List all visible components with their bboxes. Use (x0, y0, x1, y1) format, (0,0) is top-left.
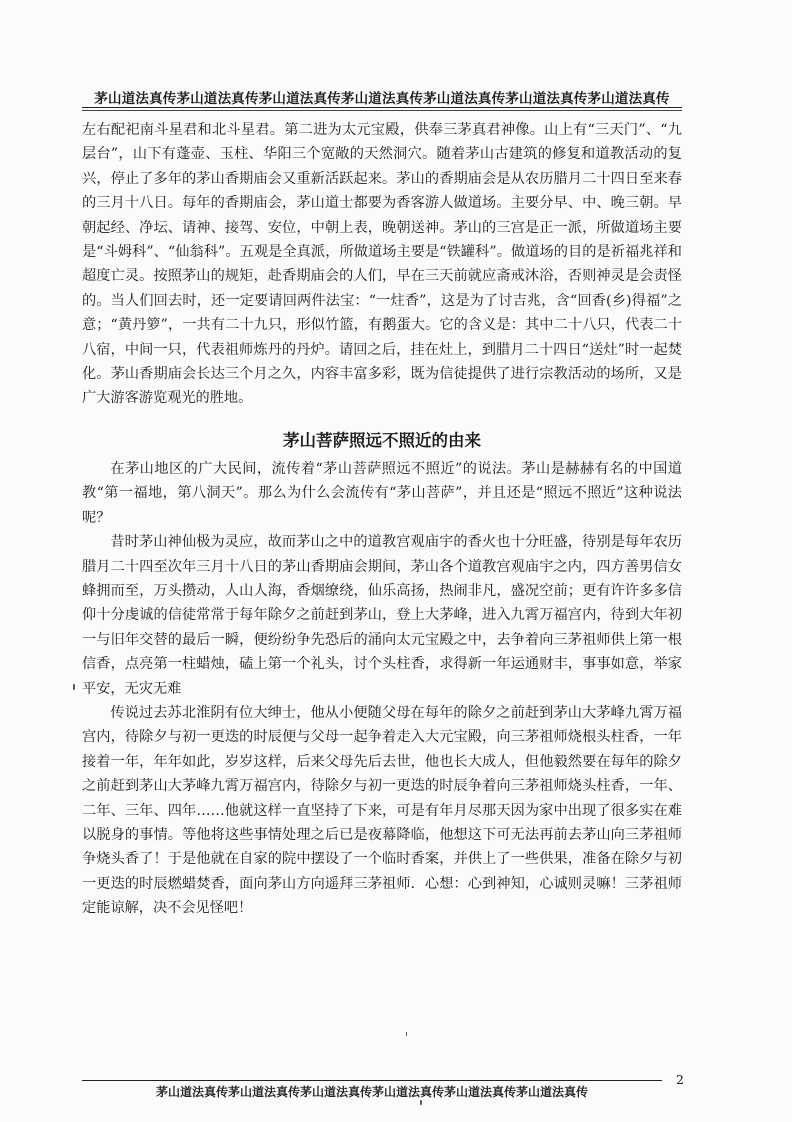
scan-speck (420, 1100, 422, 1105)
header-rule-thin (82, 110, 682, 111)
page-number: 2 (676, 1072, 684, 1087)
running-header: 茅山道法真传茅山道法真传茅山道法真传茅山道法真传茅山道法真传茅山道法真传茅山道法真传 (94, 91, 670, 107)
section-title: 茅山菩萨照远不照近的由来 (283, 430, 481, 450)
footer-rule (82, 1080, 662, 1081)
scan-speck (406, 1032, 407, 1036)
paragraph: 传说过去苏北淮阴有位大绅士，他从小便随父母在每年的除夕之前赶到茅山大茅峰九霄万福宫内，待除夕与初一更迭的时辰便与父母一起争着走入大元宝殿，向三茅祖师烧根头柱香，一年接着一年，年年如此，岁岁这样，后来父母先后去世，他也长大成人，但他毅然要在每年的除夕之前赶到茅山大茅峰九霄万福宫内，待除夕与初一更迭的时辰争着向三茅祖师烧头柱香，一年、二年、三年、四年……他就这样一直坚持了下来，可是有年月尽那天因为家中出现了很多实在难以脱身的事情。等他将这些事情处理之后已是夜幕降临，他想这下可无法再前去茅山向三茅祖师争烧头香了！于是他就在自家的院中摆设了一个临时香案，并供上了一些供果，准备在除夕与初一更迭的时辰燃蜡焚香，面向茅山方向遥拜三茅祖师．心想：心到神知，心诚则灵嘛！三茅祖师定能谅解，决不会见怪吧！ (82, 704, 682, 917)
header-rule (82, 107, 682, 108)
scan-speck (73, 684, 75, 690)
paragraph: 昔时茅山神仙极为灵应，故而茅山之中的道教宫观庙宇的香火也十分旺盛，待别是每年农历腊月二十四至次年三月十八日的茅山香期庙会期间，茅山各个道教宫观庙宇之内，四方善男信女蜂拥而至，万头攒动，人山人海，香烟缭绕，仙乐高扬，热闹非凡，盛况空前；更有许许多多信仰十分虔诚的信徒常常于每年除夕之前赶到茅山，登上大茅峰，进入九霄万福宫内，待到大年初一与旧年交替的最后一瞬，便纷纷争先恐后的涌向太元宝殿之中，去争着向三茅祖师供上第一根信香，点亮第一柱蜡烛，磕上第一个礼头，讨个头柱香，求得新一年运通财丰，事事如意，举家平安，无灾无难 (82, 534, 682, 697)
paragraph: 在茅山地区的广大民间，流传着“茅山菩萨照远不照近”的说法。茅山是赫赫有名的中国道教“第一福地，第八洞天”。那么为什么会流传有“茅山菩萨”，并且还是“照远不照近”这种说法呢？ (82, 460, 682, 526)
paragraph-continued: 左右配祀南斗星君和北斗星君。第二进为太元宝殿，供奉三茅真君神像。山上有“三天门”、“九层台”，山下有蓬壶、玉柱、华阳三个宽敞的天然洞穴。随着茅山古建筑的修复和道教活动的复兴，停止了多年的茅山香期庙会又重新活跃起来。茅山的香期庙会是从农历腊月二十四日至来春的三月十八日。每年的香期庙会，茅山道士都要为香客游人做道场。主要分早、中、晚三朝。早朝起经、净坛、请神、接驾、安位，中朝上表，晚朝送神。茅山的三宫是正一派，所做道场主要是“斗姆科”、“仙翁科”。五观是全真派，所做道场主要是“铁罐科”。做道场的目的是祈福兆祥和超度亡灵。按照茅山的规矩，赴香期庙会的人们，早在三天前就应斋戒沐浴，否则神灵是会责怪的。当人们回去时，还一定要请回两件法宝：“一炷香”，这是为了讨吉兆，含“回香(乡)得福”之意；“黄丹箩”，一共有二十九只，形似竹篮，有鹅蛋大。它的含义是：其中二十八只，代表二十八宿，中间一只，代表祖师炼丹的丹炉。请回之后，挂在灶上，到腊月二十四日“送灶”时一起焚化。茅山香期庙会长达三个月之久，内容丰富多彩，既为信徒提供了进行宗教活动的场所，又是广大游客游览观光的胜地。 (82, 122, 682, 407)
page-body (82, 118, 682, 921)
running-footer: 茅山道法真传茅山道法真传茅山道法真传茅山道法真传茅山道法真传茅山道法真传 (155, 1085, 588, 1099)
